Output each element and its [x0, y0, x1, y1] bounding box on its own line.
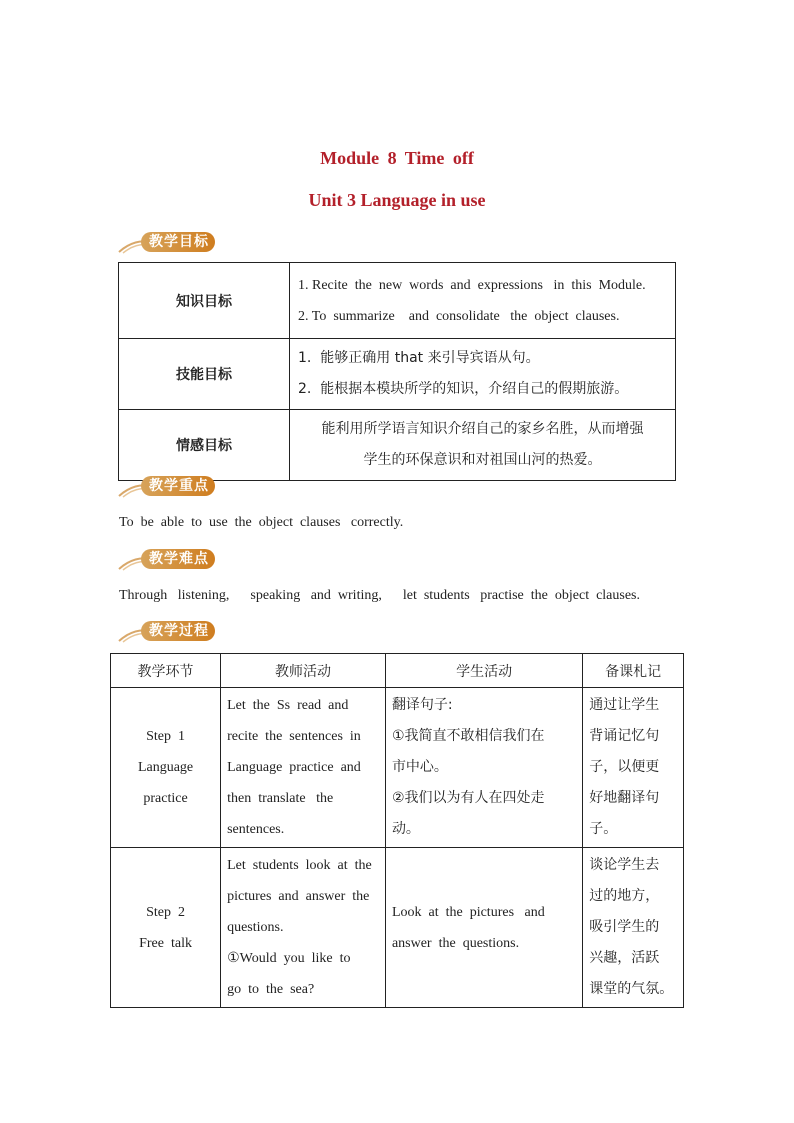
cell-line: Language	[137, 760, 194, 775]
cell-line: 谈论学生去	[589, 857, 660, 873]
section-label: 教学难点	[141, 549, 215, 569]
cell-line: 动。	[391, 821, 420, 837]
difficulty-text: Through listening, speaking and writing, let students practise the object clauses.	[119, 588, 641, 603]
objective-content	[290, 410, 676, 481]
cell-line: 子。	[589, 821, 618, 837]
cell-line: ②我们以为有人在四处走	[391, 790, 545, 806]
cell-line: Step 1	[146, 729, 185, 744]
process-table	[110, 653, 684, 1008]
objective-line: 能利用所学语言知识介绍自己的家乡名胜，从而增强	[321, 421, 644, 437]
objectives-table	[118, 262, 676, 481]
column-header: 备课札记	[583, 654, 684, 688]
objective-line: 2. 能根据本模块所学的知识，介绍自己的假期旅游。	[298, 381, 629, 397]
table-header-row	[111, 654, 684, 688]
step-cell	[111, 688, 221, 848]
cell-line: Step 2	[146, 904, 185, 920]
cell-line: 吸引学生的	[589, 919, 660, 935]
objective-line: 学生的环保意识和对祖国山河的热爱。	[363, 452, 602, 468]
key-point-text: To be able to use the object clauses correctly.	[119, 515, 404, 530]
section-label: 教学重点	[141, 476, 215, 496]
cell-line: 翻译句子:	[391, 697, 453, 713]
table-row	[119, 339, 676, 410]
objective-line: 1. Recite the new words and expressions in this Module.	[298, 277, 646, 293]
section-badge-key-points	[117, 474, 227, 500]
notes-cell	[583, 688, 684, 848]
step-cell	[111, 848, 221, 1008]
notes-cell	[583, 848, 684, 1008]
cell-line: 市中心。	[391, 759, 448, 775]
cell-line: recite the sentences in	[227, 729, 361, 744]
objective-label: 技能目标	[119, 339, 290, 410]
objective-label: 知识目标	[119, 263, 290, 339]
student-cell	[385, 688, 582, 848]
cell-line: Let the Ss read and	[227, 698, 349, 713]
section-badge-objectives	[117, 230, 227, 256]
cell-line: 子，以便更	[589, 759, 660, 775]
cell-line: pictures and answer the	[227, 889, 370, 904]
section-label: 教学目标	[141, 232, 215, 252]
cell-line: 好地翻译句	[589, 790, 660, 806]
section-badge-difficulties	[117, 547, 227, 573]
cell-line: sentences.	[227, 822, 285, 837]
objective-content	[290, 339, 676, 410]
cell-line: Language practice and	[227, 760, 361, 775]
table-row	[111, 688, 684, 848]
cell-line: ①我简直不敢相信我们在	[391, 728, 545, 744]
page-title: Module 8 Time off	[320, 148, 474, 168]
section-badge-process	[117, 619, 227, 645]
column-header: 教师活动	[221, 654, 386, 688]
cell-line: 通过让学生	[589, 697, 660, 713]
cell-line: 背诵记忆句	[589, 728, 660, 744]
cell-line: 过的地方，	[589, 888, 660, 904]
student-cell	[385, 848, 582, 1008]
table-row	[119, 410, 676, 481]
column-header: 教学环节	[111, 654, 221, 688]
teacher-cell	[221, 848, 386, 1008]
cell-line: practice	[143, 791, 188, 806]
cell-line: answer the questions.	[391, 935, 520, 951]
table-row	[111, 848, 684, 1008]
cell-line: 兴趣，活跃	[589, 950, 660, 966]
cell-line: questions.	[227, 920, 284, 935]
cell-line: Let students look at the	[227, 858, 372, 873]
cell-line: then translate the	[227, 791, 334, 806]
table-row	[119, 263, 676, 339]
column-header: 学生活动	[385, 654, 582, 688]
teacher-cell	[221, 688, 386, 848]
objective-label: 情感目标	[119, 410, 290, 481]
objective-line: 1. 能够正确用 that 来引导宾语从句。	[298, 350, 540, 366]
page-subtitle: Unit 3 Language in use	[308, 190, 486, 210]
cell-line: ①Would you like to	[227, 951, 351, 966]
objective-content	[290, 263, 676, 339]
cell-line: 课堂的气氛。	[589, 981, 674, 997]
cell-line: Free talk	[139, 935, 192, 951]
section-label: 教学过程	[141, 621, 215, 641]
objective-line: 2. To summarize and consolidate the object clauses.	[298, 308, 620, 324]
cell-line: Look at the pictures and	[391, 904, 545, 920]
cell-line: go to the sea?	[227, 982, 315, 997]
